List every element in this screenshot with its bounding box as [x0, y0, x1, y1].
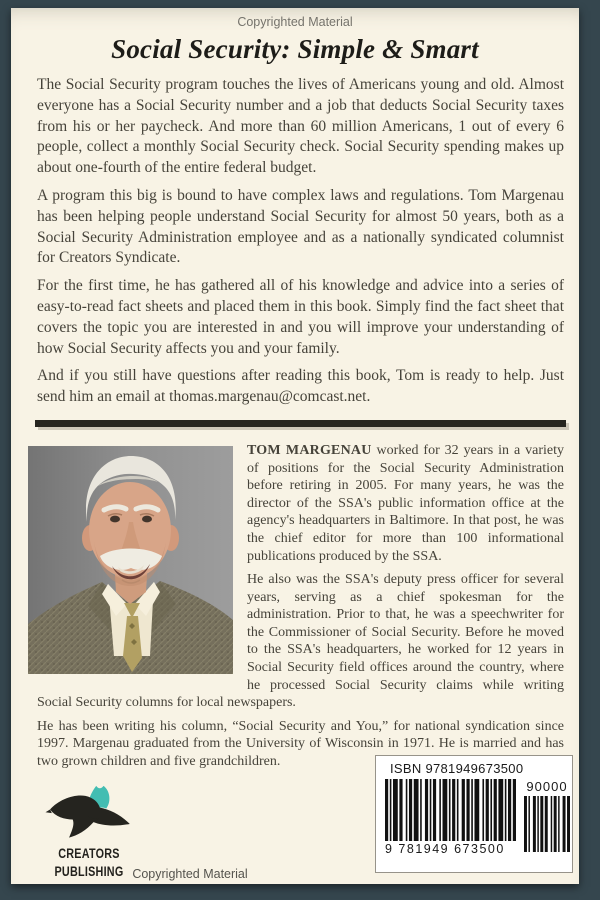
author-bio-section	[37, 442, 564, 771]
bird-icon	[45, 785, 133, 843]
barcode-digits: 9 781949 673500	[385, 842, 505, 856]
isbn-label: ISBN 9781949673500	[390, 761, 524, 776]
copyright-watermark-top: Copyrighted Material	[237, 15, 353, 29]
bio-paragraph: He also was the SSA's deputy press officer for several years, serving as a chief spokesman for the administration. Prior to that, he was a speechwriter for the Commissioner of Social Security. Before he moved to the SSA's headquarters, he worked for 12 years in Social Security field offices around the country, where he processed Social Security claims while writing Social Security columns for local newspapers.	[37, 572, 564, 711]
author-photo	[28, 446, 233, 674]
barcode-bars-supplement	[524, 796, 570, 852]
book-title: Social Security: Simple & Smart	[111, 34, 479, 64]
publisher-name-line2: PUBLISHING	[54, 864, 124, 879]
barcode-price-code: 90000	[526, 779, 568, 794]
bio-paragraph: TOM MARGENAU worked for 32 years in a variety of positions for the Social Security Administration before retiring in 2005. For many years, he was the director of the SSA's public information office at the agency's headquarters in Baltimore. In that post, he was the chief editor for more than 100 informational publications produced by the SSA.	[247, 442, 564, 564]
blurb-paragraph: And if you still have questions after reading this book, Tom is ready to help. Just send him an email at thomas.margenau@comcast.net.	[37, 367, 564, 406]
creators-publishing-logo	[33, 785, 145, 879]
blurb-paragraph: The Social Security program touches the lives of Americans young and old. Almost everyone has a Social Security number and a job that deducts Social Security taxes from his or her paycheck. And more than 60 million Americans, 1 out of every 6 people, collect a monthly Social Security check. Social Security spending makes up about one-fourth of the entire federal budget.	[37, 76, 564, 177]
blurb-paragraph: A program this big is bound to have complex laws and regulations. Tom Margenau has been helping people understand Social Security for almost 50 years, both as a Social Security Administration employee and as a nationally syndicated columnist for Creators Syndicate.	[37, 186, 564, 267]
copyright-watermark-bottom: Copyrighted Material	[132, 867, 248, 881]
blurb-paragraph: For the first time, he has gathered all of his knowledge and advice into a series of easy-to-read fact sheets and placed them in this book. Simply find the fact sheet that covers the topic you are interested in and you will improve your understanding of how Social Security affects you and your family.	[37, 277, 564, 357]
back-cover-blurb	[37, 75, 564, 408]
author-name: TOM MARGENAU	[247, 442, 372, 458]
isbn-barcode-box	[375, 755, 573, 873]
publisher-name-line1: CREATORS	[58, 846, 120, 861]
book-back-cover	[11, 8, 579, 884]
bio-paragraph: He has been writing his column, “Social Security and You,” for national syndication since 1997. Margenau graduated from the University of Wisconsin in 1971. He is married and has two grown children and five grandchildren.	[37, 718, 564, 770]
divider-rule	[35, 420, 566, 427]
barcode-bars-main	[385, 779, 516, 841]
